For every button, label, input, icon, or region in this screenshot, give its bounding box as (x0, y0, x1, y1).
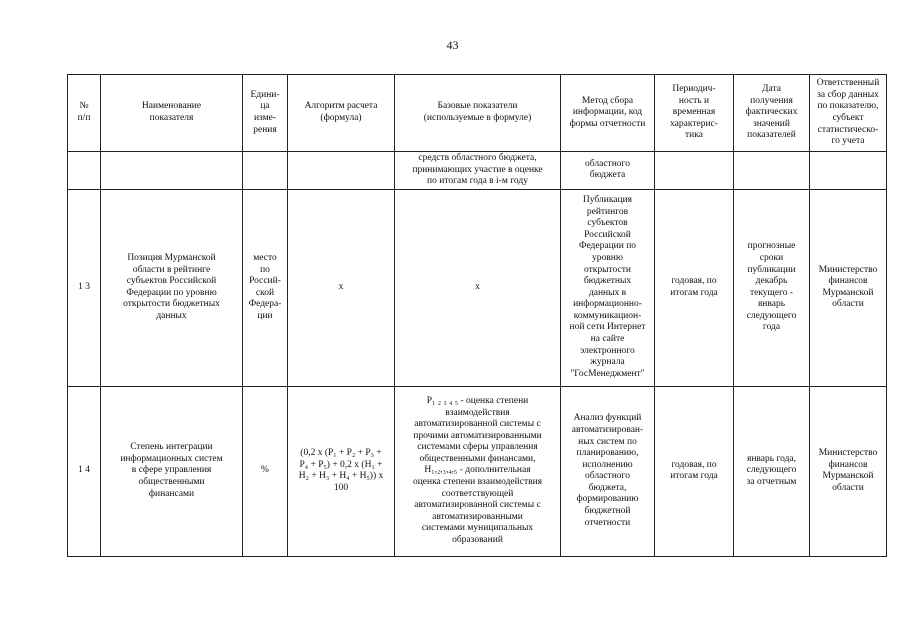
row-responsible: Министерство финансов Мурманской области (810, 189, 887, 386)
cont-period (655, 152, 734, 190)
row-date: прогнозные сроки публикации декабрь текущего - январь следующего года (734, 189, 810, 386)
continuation-row (68, 152, 887, 190)
cont-date (734, 152, 810, 190)
header-method: Метод сбора информации, код формы отчетности (561, 75, 655, 152)
row-base: P₁ ₂ ₃ ₄ ₅ - оценка степени взаимодействия автоматизированной системы с прочими автоматизированными системами сферы управления общественными финансами, H₁,₂,₃,₄,₅ - дополнительная оценка степени взаимодействия соответствующей автоматизированной системы с автоматизированными системами муниципальных образований (395, 386, 561, 556)
header-base: Базовые показатели (используемые в формуле) (395, 75, 561, 152)
indicators-table (67, 74, 887, 557)
row-date: январь года, следующего за отчетным (734, 386, 810, 556)
row-algorithm: x (288, 189, 395, 386)
header-row (68, 75, 887, 152)
header-period: Периодич- ность и временная характерис- тика (655, 75, 734, 152)
cont-unit (243, 152, 288, 190)
table-row (68, 189, 887, 386)
row-method: Публикация рейтингов субъектов Российской Федерации по уровню открытости бюджетных данных в информационно- коммуникацион- ной сети Интернет на сайте электронного журнала "ГосМенеджмент" (561, 189, 655, 386)
header-num: № п/п (68, 75, 101, 152)
row-algorithm: (0,2 x (P₁ + P₂ + P₃ + P₄ + P₅) + 0,2 x (H₁ + H₂ + H₃ + H₄ + H₅)) x 100 (288, 386, 395, 556)
cont-algorithm (288, 152, 395, 190)
row-responsible: Министерство финансов Мурманской области (810, 386, 887, 556)
row-period: годовая, по итогам года (655, 386, 734, 556)
header-unit: Едини- ца изме- рения (243, 75, 288, 152)
row-name: Степень интеграции информационных систем в сфере управления общественными финансами (101, 386, 243, 556)
header-date: Дата получения фактических значений показателей (734, 75, 810, 152)
row-unit: % (243, 386, 288, 556)
cont-name (101, 152, 243, 190)
row-num: 1 4 (68, 386, 101, 556)
row-name: Позиция Мурманской области в рейтинге субъектов Российской Федерации по уровню открытости бюджетных данных (101, 189, 243, 386)
cont-num (68, 152, 101, 190)
header-name: Наименование показателя (101, 75, 243, 152)
cont-base: средств областного бюджета, принимающих участие в оценке по итогам года в i-м году (395, 152, 561, 190)
row-unit: место по Россий- ской Федера- ции (243, 189, 288, 386)
header-algorithm: Алгоритм расчета (формула) (288, 75, 395, 152)
page-number: 43 (446, 38, 459, 52)
row-method: Анализ функций автоматизирован- ных систем по планированию, исполнению областного бюджета, формированию бюджетной отчетности (561, 386, 655, 556)
row-base: x (395, 189, 561, 386)
cont-method: областного бюджета (561, 152, 655, 190)
row-period: годовая, по итогам года (655, 189, 734, 386)
cont-responsible (810, 152, 887, 190)
header-responsible: Ответственный за сбор данных по показателю, субъект статистическо- го учета (810, 75, 887, 152)
row-num: 1 3 (68, 189, 101, 386)
table-row (68, 386, 887, 556)
